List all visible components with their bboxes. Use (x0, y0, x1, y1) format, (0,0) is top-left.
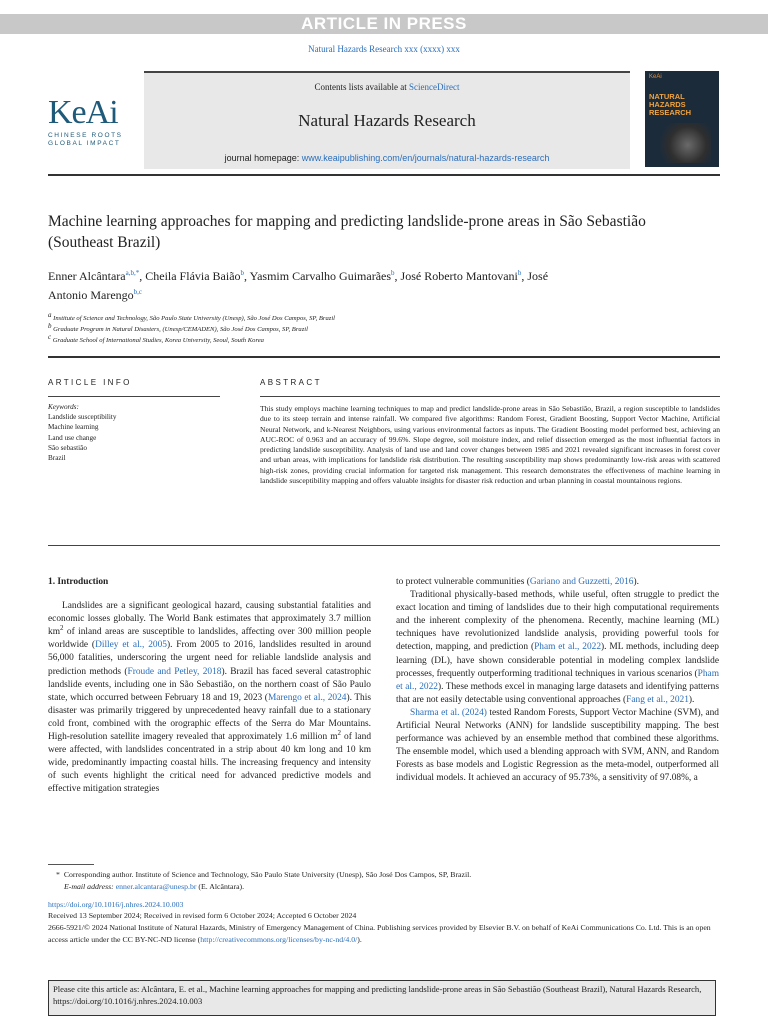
paragraph-text: Traditional physically-based methods, while useful, often struggle to predict the exact location and timing of landslides due to their high computational requirements and the inherent complexity of the phenomena. Recently, machine learning (ML) techniques have revolutionized landslide analysis, providing powerful tools for detection, mapping, and prediction ( (396, 590, 719, 653)
author-separator: , (394, 269, 401, 283)
affiliation-row (48, 321, 608, 335)
affiliation-mark: a (48, 310, 52, 319)
cover-brand: KeAi (649, 74, 662, 80)
citation-link[interactable]: Dilley et al., 2005 (95, 640, 167, 651)
article-info-rule (48, 396, 220, 397)
article-info-heading: ARTICLE INFO (48, 378, 132, 387)
journal-reference-link[interactable]: Natural Hazards Research xxx (xxxx) xxx (308, 44, 460, 54)
section-heading-introduction: 1. Introduction (48, 577, 109, 587)
doi-link[interactable]: https://doi.org/10.1016/j.nhres.2024.10.003 (48, 899, 184, 909)
cover-title-line-2: HAZARDS (649, 100, 686, 109)
homepage-link[interactable]: www.keaipublishing.com/en/journals/natural-hazards-research (301, 153, 550, 163)
email-suffix: (E. Alcântara). (196, 881, 245, 891)
body-left-column (48, 576, 371, 797)
copyright-end: ). (357, 934, 362, 944)
affiliation-text: Graduate School of International Studies, Korea University, Seoul, South Korea (51, 337, 264, 344)
paragraph-text: ). From 2005 to 2016, landslides resulted in around 56,000 fatalities, underscoring the urgent need for reliable landslide analysis and prediction methods ( (48, 640, 372, 677)
paragraph-text: to protect vulnerable communities ( (396, 577, 530, 587)
paragraph-text: of inland areas are susceptible to landslides, affecting over 300 million people worldwide ( (48, 627, 371, 651)
keyword-item: Machine learning (48, 423, 99, 432)
author-affiliation-mark[interactable]: b (240, 269, 245, 277)
license-link[interactable]: http://creativecommons.org/licenses/by-nc-nd/4.0/ (200, 934, 358, 944)
author-name: Cheila Flávia Baião (145, 269, 241, 283)
paragraph-text: Landslides are a significant geological hazard, causing substantial fatalities and economic losses globally. The World Bank estimates that approximately 3.7 million km (48, 601, 371, 638)
citation-link[interactable]: Pham et al., 2022 (534, 642, 602, 653)
citation-link[interactable]: Froude and Petley, 2018 (127, 666, 222, 677)
superscript: 2 (337, 728, 341, 737)
footnotes (48, 864, 720, 946)
contents-line (144, 82, 630, 92)
author-name: Enner Alcântara (48, 269, 126, 283)
logo-tagline-2: GLOBAL IMPACT (48, 140, 121, 147)
email-link[interactable]: enner.alcantara@unesp.br (115, 881, 197, 891)
author-name: José Antonio Marengo (48, 269, 549, 302)
citation-link[interactable]: Gariano and Guzzetti, 2016 (529, 577, 634, 587)
affiliations (48, 310, 608, 346)
paragraph-text: ). This disaster was primarily triggered by unprecedented heavy rainfall due to a stationary cold front, combined with the orographic effects of the Serra do Mar Mountains. High-resolution satellite imagery revealed that approximately 1.6 million m (48, 692, 372, 743)
corresponding-author-note (48, 869, 720, 881)
author-separator: , (521, 269, 528, 283)
abstract-text: This study employs machine learning techniques to map and predict landslide-prone areas in São Sebastião, Brazil, a region susceptible to landslides due to its steep terrain and intense rainfall. We compared five algorithms: Random Forest, Gradient Boosting, Support Vector Machine, Artificial Neural Network, and k-Nearest Neighbors, using various environmental factors as inputs. The Gradient Boosting model performed best, achieving an AUC-ROC of 0.963 and an accuracy of 99.6%. Slope degree, soil moisture index, and relief dissection emerged as the most influential factors in predicting landslide susceptibility. Analysis of land use and land cover changes between 1985 and 2021 revealed significant increases in forest cover and urban areas, with implications for landslide risk distribution. The resulting susceptibility map shows predominantly low-risk areas with scattered high-risk zones, providing crucial information for targeted risk management. This research demonstrates the effectiveness of machine learning in landslide susceptibility mapping and offers valuable insights for disaster risk reduction and urban planning in coastal mountainous regions. (260, 404, 720, 486)
journal-masthead (144, 71, 630, 169)
contents-prefix: Contents lists available at (314, 82, 409, 92)
author-list (48, 267, 568, 305)
author-affiliation-mark[interactable]: b,c (133, 288, 143, 296)
author-name: José Roberto Mantovani (400, 269, 518, 283)
journal-title: Natural Hazards Research (298, 111, 476, 130)
abstract-bottom-rule (48, 545, 720, 546)
logo-tagline-1: CHINESE ROOTS (48, 132, 123, 139)
keyword-item: São sebastião (48, 443, 87, 452)
keywords-list (48, 412, 218, 463)
affiliation-text: Graduate Program in Natural Disasters, (Unesp/CEMADEN), São José Dos Campos, SP, Brazil (51, 326, 308, 333)
affiliation-text: Institute of Science and Technology, São Paulo State University (Unesp), São José Dos Campos, SP, Brazil (51, 315, 335, 322)
footnote-rule (48, 864, 94, 865)
author-separator: , (244, 269, 250, 283)
article-in-press-banner: ARTICLE IN PRESS (0, 14, 768, 34)
email-line (48, 881, 720, 893)
copyright-text: 2666-5921/© 2024 National Institute of Natural Hazards, Ministry of Emergency Management of China. Publishing services provided by Elsevier B.V. on behalf of KeAi Communications Co. Ltd. This is an open access article under the CC BY-NC-ND license ( (48, 923, 711, 944)
keywords-block (48, 402, 218, 463)
affiliation-mark: b (48, 321, 52, 330)
author-affiliation-mark[interactable]: b (517, 269, 522, 277)
citation-box: Please cite this article as: Alcântara, E. et al., Machine learning approaches for mapping and predicting landslide-prone areas in São Sebastião (Southeast Brazil), Natural Hazards Research, https://doi.org/10.1016/j.nhres.2024.10.003 (48, 980, 716, 1016)
citation-link[interactable]: Fang et al., 2021 (626, 694, 689, 705)
body-right-column (396, 576, 719, 786)
homepage-prefix: journal homepage: (224, 153, 302, 163)
body-paragraph (396, 707, 719, 786)
body-paragraph (396, 576, 719, 589)
journal-homepage (144, 153, 630, 163)
citation-link[interactable]: Marengo et al., 2024 (267, 692, 347, 703)
body-paragraph (396, 589, 719, 707)
keywords-label: Keywords: (48, 403, 79, 411)
citation-link[interactable]: Sharma et al. (2024) (410, 707, 487, 718)
affiliation-row (48, 310, 608, 324)
superscript: 2 (59, 624, 64, 633)
paragraph-text: ). Brazil has faced several catastrophic landslide events, including one in São Sebastião, on the northern coast of São Paulo state, which occurred between February 18 and 19, 2023 ( (48, 666, 371, 703)
paragraph-text: ). (633, 577, 639, 587)
citation-link[interactable]: Pham et al., 2022 (396, 668, 719, 692)
copyright-notice (48, 922, 720, 946)
corresponding-text: Corresponding author. Institute of Science and Technology, São Paulo State University (Unesp), São José Dos Campos, SP, Brazil. (63, 870, 472, 879)
header-divider (48, 356, 720, 358)
abstract-heading: ABSTRACT (260, 378, 322, 387)
cover-title (649, 93, 717, 117)
article-title: Machine learning approaches for mapping and predicting landslide-prone areas in São Sebastião (Southeast Brazil) (48, 213, 646, 251)
paragraph-text: ). ML methods, including deep learning (DL), have shown considerable potential in modeling complex landslide processes, frequently outperforming traditional techniques in various scenarios ( (396, 642, 719, 679)
paragraph-text: of land were affected, with landslides concentrated in a strip about 40 km long and 10 km wide, predominantly impacting coastal hills. The increasing frequency and intensity of such events highlight the critical need for advanced predictive models and effective mitigation strategies (48, 732, 372, 795)
cover-title-line-1: NATURAL (649, 92, 685, 101)
keyword-item: Landslide susceptibility (48, 413, 117, 422)
keyword-item: Brazil (48, 454, 66, 463)
author-name: Yasmim Carvalho Guimarães (249, 269, 392, 283)
received-dates: Received 13 September 2024; Received in revised form 6 October 2024; Accepted 6 October 2024 (48, 911, 357, 921)
author-affiliation-mark[interactable]: b (391, 269, 395, 277)
cover-image (653, 123, 711, 163)
author-affiliation-mark[interactable]: a,b,* (125, 269, 140, 277)
sciencedirect-link[interactable]: ScienceDirect (409, 82, 460, 92)
paragraph-text: ). These methods excel in managing large datasets and identifying patterns that are not easily detectable using conventional approaches ( (396, 681, 719, 705)
logo-wordmark: KeAi (48, 94, 118, 131)
keai-logo (48, 94, 138, 148)
corresponding-mark: * (56, 870, 60, 879)
journal-cover-thumbnail[interactable] (645, 71, 719, 167)
email-label: E-mail address: (64, 881, 114, 891)
keyword-item: Land use change (48, 433, 97, 442)
abstract-rule (260, 396, 720, 397)
body-paragraph (48, 600, 371, 796)
cover-title-line-3: RESEARCH (649, 108, 692, 117)
paragraph-text: tested Random Forests, Support Vector Machine (SVM), and Artificial Neural Networks (ANN) for landslide susceptibility mapping. The best performance was achieved by an ensemble method that combined these algorithms. The ensemble model, which used a blending approach with SVM, ANN, and Random Forests as base models and Logistic Regression as the meta-model, outperformed all individual models. It achieved an accuracy of 95.73%, a sensitivity of 97.08%, a (396, 707, 719, 784)
author-separator: , (139, 269, 146, 283)
affiliation-row (48, 332, 608, 346)
masthead-divider (48, 174, 720, 176)
affiliation-mark: c (48, 332, 52, 341)
paragraph-text: ). (688, 694, 695, 705)
